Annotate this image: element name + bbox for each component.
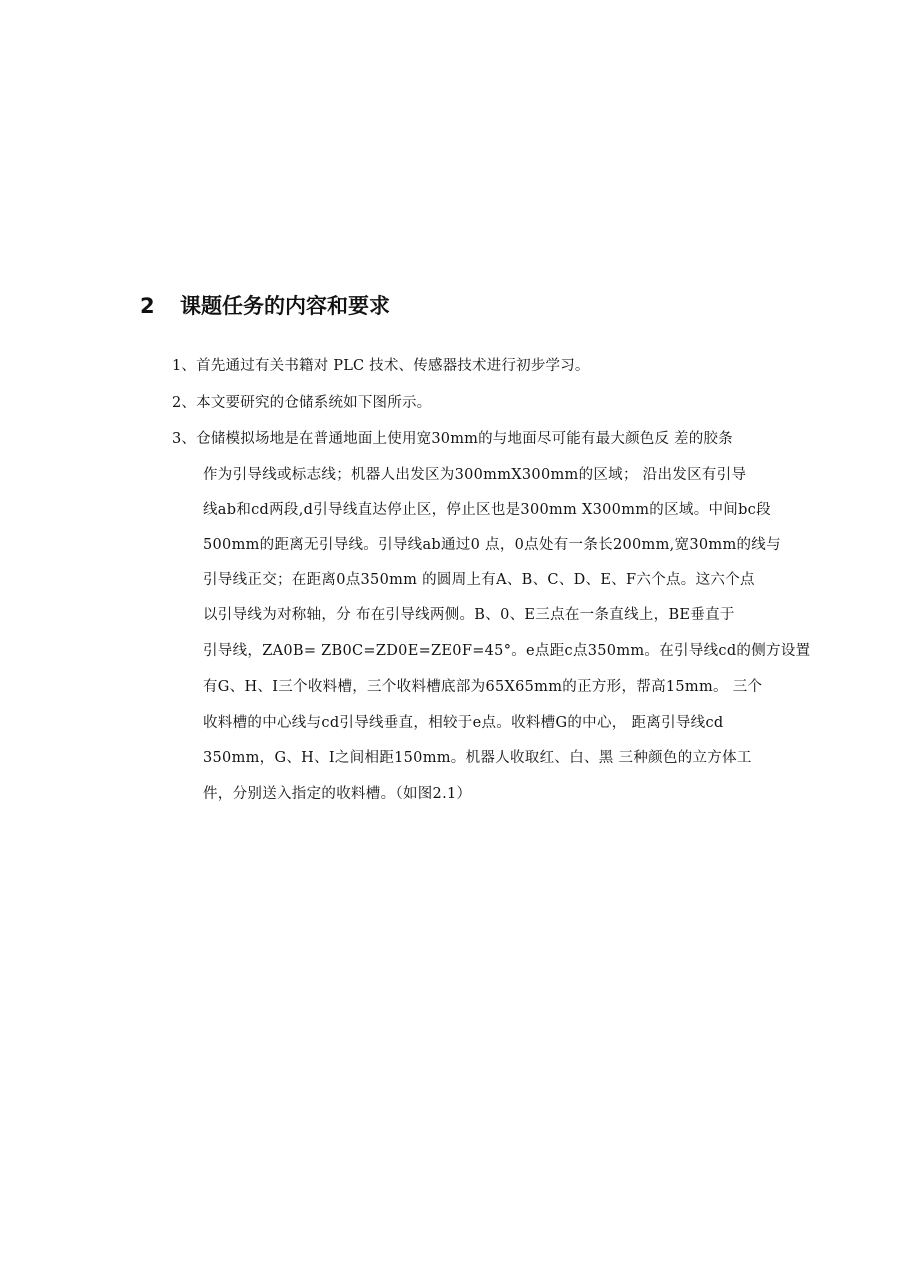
list-item-2 [172,393,431,413]
paragraph-line: 线ab和cd两段,d引导线直达停止区，停止区也是300mm X300mm的区域。中间bc段 [203,502,771,518]
paragraph-line: 引导线正交；在距离0点350mm 的圆周上有A、B、C、D、E、F六个点。这六个点 [203,572,755,588]
paragraph-line: 件，分别送入指定的收料槽。（如图2.1） [203,786,472,802]
list-item-text: 首先通过有关书籍对 PLC 技术、传感器技术进行初步学习。 [196,358,590,374]
paragraph-line: 收料槽的中心线与cd引导线垂直，相较于e点。收料槽G的中心， 距离引导线cd [203,715,724,731]
paragraph-line: 作为引导线或标志线；机器人出发区为300mmX300mm的区域； 沿出发区有引导 [203,467,747,483]
list-item-marker: 3、 [172,431,197,447]
paragraph-line: 350mm，G、H、I之间相距150mm。机器人收取红、白、黑 三种颜色的立方体工 [203,750,752,766]
list-item-marker: 1、 [172,358,197,374]
list-item-text: 仓储模拟场地是在普通地面上使用宽30mm的与地面尽可能有最大颜色反 差的胶条 [196,431,733,447]
section-number: 2 [140,294,155,318]
paragraph-line: 以引导线为对称轴，分 布在引导线两侧。B、0、E三点在一条直线上，BE垂直于 [203,607,735,623]
list-item-text: 本文要研究的仓储系统如下图所示。 [196,395,432,411]
paragraph-line: 引导线，ZA0B= ZB0C=ZD0E=ZE0F=45°。e点距c点350mm。在引导线cd的侧方设置 [203,643,811,659]
section-heading [140,290,390,320]
list-item-3 [172,429,733,449]
paragraph-line: 500mm的距离无引导线。引导线ab通过0 点，0点处有一条长200mm,宽30mm的线与 [203,537,781,553]
list-item-1 [172,356,590,376]
section-title: 课题任务的内容和要求 [180,294,390,318]
paragraph-line: 有G、H、I三个收料槽，三个收料槽底部为65X65mm的正方形，帮高15mm。 三个 [203,679,763,695]
list-item-marker: 2、 [172,395,197,411]
